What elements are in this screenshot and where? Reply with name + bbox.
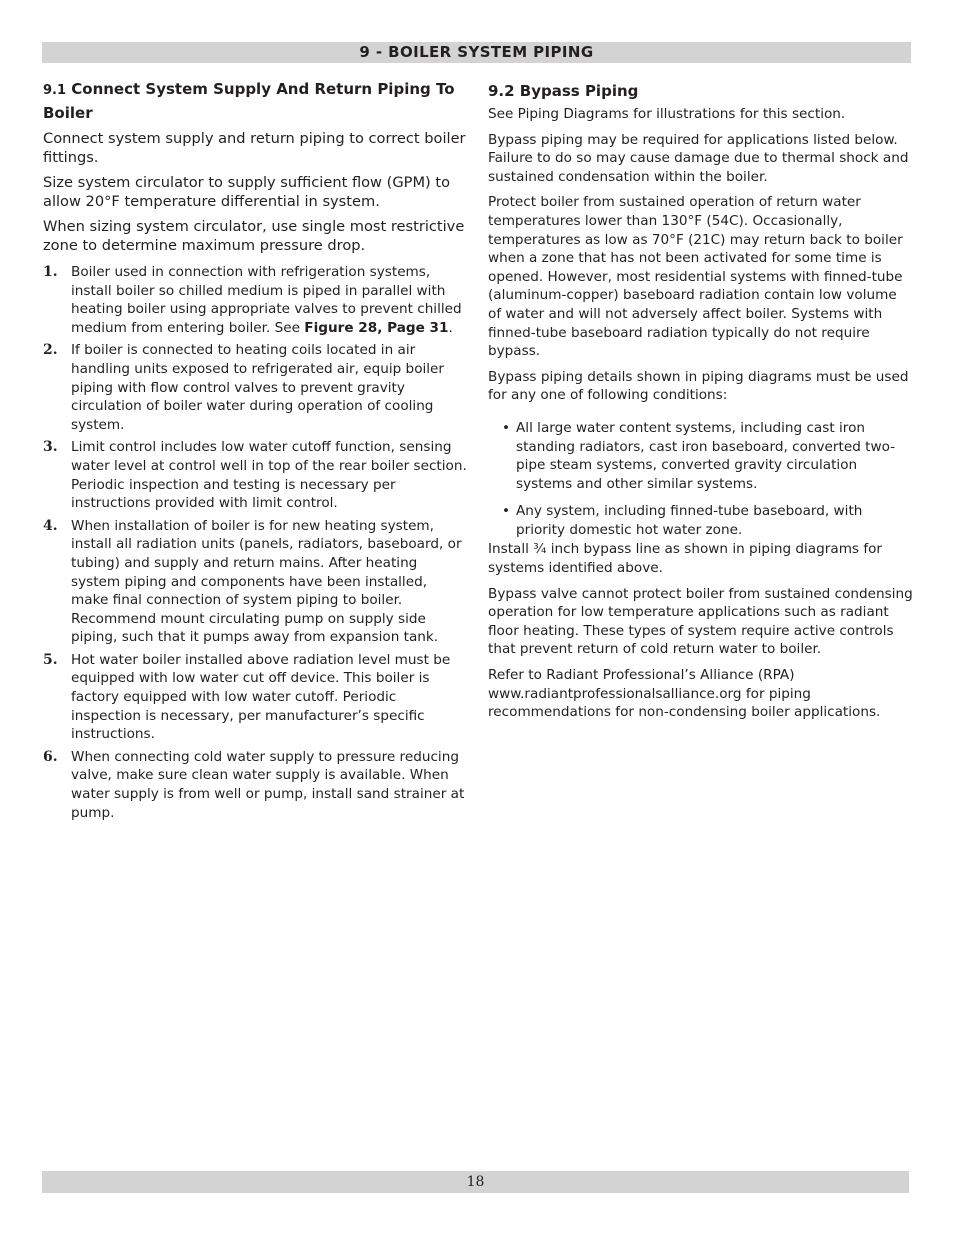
footer-bar bbox=[42, 1171, 909, 1193]
heading-number: 9.1 bbox=[43, 83, 67, 98]
item-text-tail: . bbox=[448, 319, 453, 336]
item-text: Limit control includes low water cutoff function, sensing water level at control well in top of the rear boiler section. Periodic inspection and testing is necessary per instructions provided with limit control. bbox=[71, 439, 467, 512]
bullet-text: All large water content systems, including cast iron standing radiators, cast iron baseboard, converted two-pipe steam systems, converted gravity circulation systems and other similar systems. bbox=[516, 419, 896, 492]
heading-text: Connect System Supply And Return Piping To Boiler bbox=[43, 80, 455, 122]
bypass-required-paragraph: Bypass piping may be required for applications listed below. Failure to do so may cause damage due to thermal shock and sustained condensation within the boiler. bbox=[488, 131, 909, 185]
section-header-bar bbox=[42, 42, 911, 63]
intro-paragraph: Connect system supply and return piping to correct boiler fittings. bbox=[43, 130, 466, 166]
bypass-line-paragraph: Install ¾ inch bypass line as shown in piping diagrams for systems identified above. bbox=[488, 541, 883, 577]
conditions-list bbox=[488, 419, 914, 540]
list-item bbox=[43, 263, 468, 337]
item-number: 2. bbox=[43, 342, 58, 359]
item-number: 1. bbox=[43, 264, 58, 280]
list-item bbox=[488, 502, 914, 539]
section-9-2-heading: 9.2 Bypass Piping bbox=[488, 82, 639, 100]
bullet-text: Any system, including finned-tube baseboard, with priority domestic hot water zone. bbox=[516, 503, 863, 538]
item-number: 6. bbox=[43, 748, 58, 765]
pressure-drop-paragraph: When sizing system circulator, use single most restrictive zone to determine maximum pressure drop. bbox=[43, 218, 465, 254]
item-text: When installation of boiler is for new heating system, install all radiation units (panels, radiators, baseboard, or tubing) and supply and return mains. After heating system piping and components have been installed, make final connection of system piping to boiler. Recommend mount circulating pump on supply side piping, such that it pumps away from expansion tank. bbox=[71, 517, 462, 646]
section-title: 9 - BOILER SYSTEM PIPING bbox=[359, 43, 594, 61]
bullet-icon: • bbox=[502, 419, 511, 436]
item-text: If boiler is connected to heating coils located in air handling units exposed to refrigerated air, equip boiler piping with flow control valves to prevent gravity circulation of boiler water during operation of cooling system. bbox=[71, 342, 445, 433]
page-number: 18 bbox=[466, 1174, 485, 1190]
circulator-size-paragraph: Size system circulator to supply sufficient flow (GPM) to allow 20°F temperature differential in system. bbox=[43, 174, 451, 210]
right-column bbox=[488, 78, 914, 729]
item-text: Hot water boiler installed above radiation level must be equipped with low water cut off device. This boiler is factory equipped with low water cutoff. Periodic inspection is necessary, per manufacturer’s specific instructions. bbox=[71, 651, 451, 743]
item-text: When connecting cold water supply to pressure reducing valve, make sure clean water supply is available. When water supply is from well or pump, install sand strainer at pump. bbox=[71, 748, 465, 821]
item-number: 4. bbox=[43, 517, 58, 534]
list-item bbox=[43, 341, 468, 434]
item-text: Boiler used in connection with refrigeration systems, install boiler so chilled medium is piped in parallel with heating boiler using appropriate valves to prevent chilled medium from entering boiler. See bbox=[71, 264, 462, 336]
list-item bbox=[43, 517, 468, 647]
item-number: 5. bbox=[43, 651, 58, 668]
bypass-details-paragraph: Bypass piping details shown in piping diagrams must be used for any one of following conditions: bbox=[488, 368, 909, 404]
bullet-icon: • bbox=[502, 503, 511, 520]
bypass-valve-paragraph: Bypass valve cannot protect boiler from sustained condensing operation for low temperature applications such as radiant floor heating. These types of system require active controls that prevent return of cold return water to boiler. bbox=[488, 585, 913, 658]
item-number: 3. bbox=[43, 439, 58, 456]
list-item bbox=[488, 419, 914, 493]
figure-reference: Figure 28, Page 31 bbox=[304, 319, 449, 336]
instruction-list bbox=[43, 263, 468, 822]
see-diagrams-paragraph: See Piping Diagrams for illustrations for this section. bbox=[488, 106, 846, 122]
list-item bbox=[43, 748, 468, 822]
rpa-reference-paragraph: Refer to Radiant Professional’s Alliance (RPA) www.radiantprofessionalsalliance.org for piping recommendations for non-condensing boiler applications. bbox=[488, 667, 881, 721]
section-9-1-heading bbox=[43, 78, 468, 124]
list-item bbox=[43, 438, 468, 512]
protect-boiler-paragraph: Protect boiler from sustained operation of return water temperatures lower than 130°F (54C). Occasionally, temperatures as low as 70°F (21C) may return back to boiler when a zone that has not been activated for some time is opened. However, most residential systems with finned-tube (aluminum-copper) baseboard radiation contain low volume of water and will not adversely affect boiler. Systems with finned-tube baseboard radiation typically do not require bypass. bbox=[488, 194, 903, 360]
list-item bbox=[43, 651, 468, 744]
left-column bbox=[43, 78, 468, 826]
